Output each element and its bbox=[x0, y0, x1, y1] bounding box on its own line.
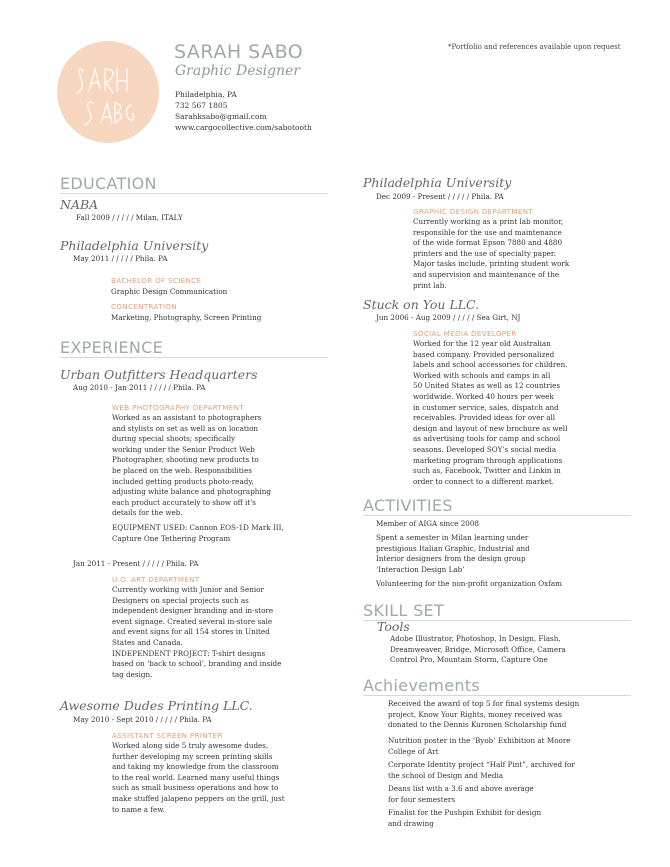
uo-date-2: Jan 2011 - Present / / / / / Phila. PA bbox=[73, 559, 199, 568]
naba-date: Fall 2009 / / / / / Milan, ITALY bbox=[76, 213, 183, 222]
applicant-name: SARAH SABO bbox=[174, 41, 304, 63]
signature-logo bbox=[57, 41, 159, 143]
tools-list: Adobe Illustrator, Photoshop, In Design, Flash, Dreamweaver, Bridge, Microsoft Office, Camera Control Pro, Mountain Storm, Capture One bbox=[390, 634, 566, 665]
tools-label: Tools bbox=[377, 619, 410, 634]
divider bbox=[363, 695, 631, 696]
employer-philadelphia-university: Philadelphia University bbox=[363, 175, 512, 190]
portfolio-note: *Portfolio and references available upon request bbox=[448, 43, 621, 51]
uo-equipment: EQUIPMENT USED: Cannon EOS-1D Mark III, Capture One Tethering Program bbox=[112, 523, 284, 543]
philly-date: May 2011 / / / / / Phila. PA bbox=[73, 254, 168, 263]
activity-milan: Spent a semester in Milan learning under prestigious Italian Graphic, Industrial and Interior designers from the design group ‘Interaction Design Lab’ bbox=[376, 533, 530, 574]
activities-heading: ACTIVITIES bbox=[363, 496, 453, 515]
ad-desc: Worked along side 5 truly awesome dudes, further developing my screen printing skills and taking my knowledge from the classroom to the real world. Learned many useful things such as small business operations and how to make stuffed jalapeno peppers on the grill, just to name a few. bbox=[112, 741, 285, 814]
degree: Graphic Design Communication bbox=[111, 287, 228, 296]
uo-dept-1: WEB PHOTOGRAPHY DEPARTMENT bbox=[112, 403, 244, 412]
divider bbox=[60, 193, 328, 194]
employer-stuck-on-you: Stuck on You LLC. bbox=[363, 297, 480, 312]
divider bbox=[363, 515, 631, 516]
achievement-3: Corporate Identity project “Half Pint”, archived for the school of Design and Media bbox=[388, 760, 575, 780]
school-naba: NABA bbox=[60, 197, 99, 212]
logo bbox=[57, 41, 159, 143]
activity-aiga: Member of AIGA since 2008 bbox=[376, 519, 479, 528]
contact-block bbox=[175, 89, 312, 133]
contact-email[interactable]: Sarahksabo@gmail.com bbox=[175, 112, 267, 121]
achievements-heading: Achievements bbox=[363, 676, 480, 695]
soy-desc: Worked for the 12 year old Australian based company. Provided personalized labels and school accessories for children. Worked with schools and camps in all 50 United States as well as 12 countries worldwide. Worked 40 hours per week in customer service, sales, dispatch and receivables. Provided ideas for over all design and layout of new brochure as well as advertising tools for camp and school seasons. Developed SOY’s social media marketing program through applications such as, Facebook, Twitter and Linkin in order to connect to a different market. bbox=[413, 339, 568, 486]
uo-desc-1: Worked as an assistant to photographers and stylists on set as well as on location during special shoots; specifically working under the Senior Product Web Photographer, shooting new products to be placed on the web. Responsibilities included getting products photo-ready, adjusting white balance and photographing each product accurately to show off it's details for the web. bbox=[112, 413, 271, 518]
ad-dept: ASSISTANT SCREEN PRINTER bbox=[112, 731, 223, 740]
soy-dept: SOCIAL MEDIA DEVELOPER bbox=[413, 329, 517, 338]
applicant-title: Graphic Designer bbox=[175, 63, 301, 79]
achievement-1: Received the award of top 5 for final systems design project, Know Your Rights, money received was donated to the Dennis Kuronen Scholarship fund bbox=[388, 699, 580, 730]
skillset-heading: SKILL SET bbox=[363, 601, 445, 620]
achievement-5: Finalist for the Pushpin Exhibit for design and drawing bbox=[388, 808, 542, 828]
achievement-4: Deans list with a 3.6 and above average for four semesters bbox=[388, 784, 534, 804]
soy-date: Jun 2006 - Aug 2009 / / / / / Sea Girt, NJ bbox=[376, 313, 521, 322]
achievement-2: Nutrition poster in the ‘Byob’ Exhibition at Moore College of Art bbox=[388, 736, 571, 756]
employer-awesome-dudes: Awesome Dudes Printing LLC. bbox=[60, 698, 253, 713]
uo-date-1: Aug 2010 - Jan 2011 / / / / / Phila. PA bbox=[73, 383, 206, 392]
uo-desc-2: Currently working with Junior and Senior Designers on special projects such as independent designer branding and in-store event signage. Created several in-store sale and event signs for all 154 stores in United States and Canada. INDEPENDENT PROJECT: T-shirt designs based on ‘back to school’, branding and inside tag design. bbox=[112, 585, 282, 679]
education-heading: EDUCATION bbox=[60, 174, 157, 193]
degree-label: BACHELOR OF SCIENCE bbox=[111, 276, 202, 285]
school-philadelphia-university: Philadelphia University bbox=[60, 238, 209, 253]
contact-website[interactable]: www.cargocollective.com/sabotooth bbox=[175, 123, 312, 132]
concentration: Marketing, Photography, Screen Printing bbox=[111, 313, 262, 322]
pu-date: Dec 2009 - Present / / / / / Phila. PA bbox=[376, 192, 504, 201]
concentration-label: CONCENTRATION bbox=[111, 302, 177, 311]
contact-phone: 732 567 1805 bbox=[175, 101, 228, 110]
activity-oxfam: Volunteering for the non-profit organization Oxfam bbox=[376, 579, 562, 588]
experience-heading: EXPERIENCE bbox=[60, 338, 164, 357]
pu-desc: Currently working as a print lab monitor, responsible for the use and maintenance of the wide format Epson 7880 and 4880 printers and the use of specialty paper. Major tasks include, printing student work and supervision and maintenance of the print lab. bbox=[413, 217, 570, 290]
divider bbox=[60, 357, 328, 358]
pu-dept: GRAPHIC DESIGN DEPARTMENT bbox=[413, 207, 534, 216]
ad-date: May 2010 - Sept 2010 / / / / / Phila. PA bbox=[73, 715, 212, 724]
employer-urban-outfitters: Urban Outfitters Headquarters bbox=[60, 367, 258, 382]
uo-dept-2: U.O. ART DEPARTMENT bbox=[112, 575, 200, 584]
contact-city: Philadelphia, PA bbox=[175, 90, 237, 99]
